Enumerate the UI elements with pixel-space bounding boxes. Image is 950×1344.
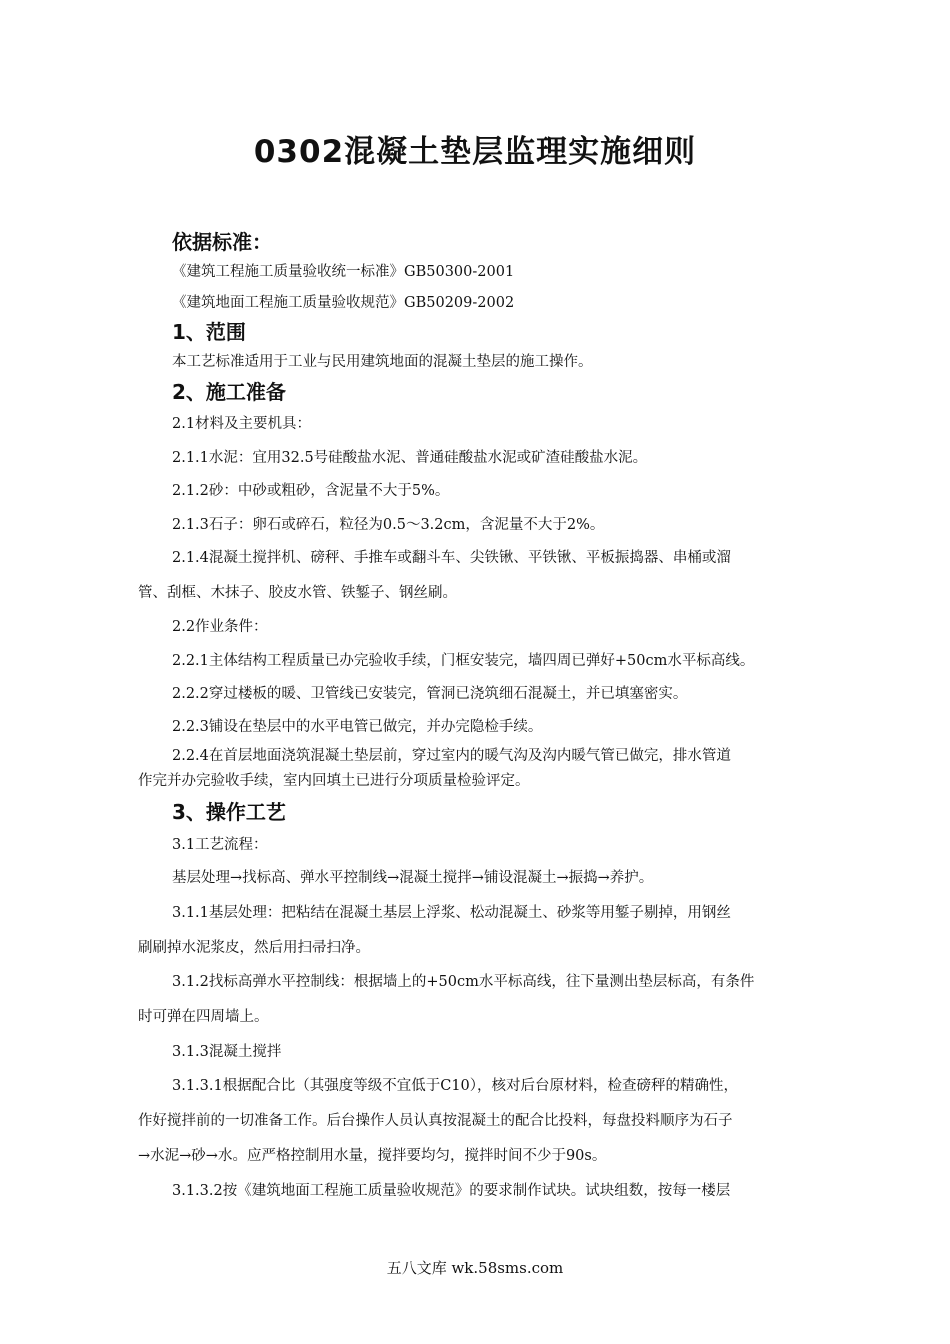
paragraph-line: 时可弹在四周墙上。 <box>138 1009 269 1025</box>
paragraph-line: 3.1.1基层处理：把粘结在混凝土基层上浮浆、松动混凝土、砂浆等用錾子剔掉，用钢丝 <box>172 905 731 921</box>
paragraph-line: 2.1.3石子：卵石或碎石，粒径为0.5～3.2cm，含泥量不大于2%。 <box>172 517 605 533</box>
paragraph-line: 2.2.2穿过楼板的暖、卫管线已安装完，管洞已浇筑细石混凝土，并已填塞密实。 <box>172 686 688 702</box>
paragraph-line: 3.1.3.2按《建筑地面工程施工质量验收规范》的要求制作试块。试块组数，按每一楼层 <box>172 1183 731 1199</box>
page-footer: 五八文库 wk.58sms.com <box>386 1259 564 1277</box>
paragraph-line: 2.2.4在首层地面浇筑混凝土垫层前，穿过室内的暖气沟及沟内暖气管已做完，排水管道 <box>172 748 731 764</box>
section-heading-prep: 2、施工准备 <box>172 380 286 404</box>
basis-item: 《建筑地面工程施工质量验收规范》GB50209-2002 <box>172 295 515 311</box>
paragraph-line: →水泥→砂→水。应严格控制用水量，搅拌要均匀，搅拌时间不少于90s。 <box>138 1148 607 1164</box>
paragraph-line: 2.2作业条件： <box>172 619 268 635</box>
page-title: 0302混凝土垫层监理实施细则 <box>253 134 697 170</box>
paragraph-line: 3.1.2找标高弹水平控制线：根据墙上的+50cm水平标高线，往下量测出垫层标高，有条件 <box>172 974 755 990</box>
paragraph-line: 作完并办完验收手续，室内回填土已进行分项质量检验评定。 <box>138 773 530 789</box>
section-heading-scope: 1、范围 <box>172 320 246 344</box>
paragraph-line: 管、刮框、木抹子、胶皮水管、铁錾子、钢丝刷。 <box>138 585 457 601</box>
paragraph-line: 2.2.3铺设在垫层中的水平电管已做完，并办完隐检手续。 <box>172 719 543 735</box>
scope-text: 本工艺标准适用于工业与民用建筑地面的混凝土垫层的施工操作。 <box>172 354 593 370</box>
section-heading-process: 3、操作工艺 <box>172 800 286 824</box>
paragraph-line: 3.1工艺流程： <box>172 837 268 853</box>
paragraph-line: 2.1.1水泥：宜用32.5号硅酸盐水泥、普通硅酸盐水泥或矿渣硅酸盐水泥。 <box>172 450 648 466</box>
paragraph-line: 2.1.4混凝土搅拌机、磅秤、手推车或翻斗车、尖铁锹、平铁锹、平板振捣器、串桶或溜 <box>172 550 731 566</box>
paragraph-line: 基层处理→找标高、弹水平控制线→混凝土搅拌→铺设混凝土→振捣→养护。 <box>172 870 654 886</box>
paragraph-line: 3.1.3.1根据配合比（其强度等级不宜低于C10），核对后台原材料，检查磅秤的精确性， <box>172 1078 739 1094</box>
paragraph-line: 3.1.3混凝土搅拌 <box>172 1044 282 1060</box>
paragraph-line: 2.2.1主体结构工程质量已办完验收手续，门框安装完，墙四周已弹好+50cm水平标高线。 <box>172 653 755 669</box>
basis-item: 《建筑工程施工质量验收统一标准》GB50300-2001 <box>172 264 515 280</box>
paragraph-line: 2.1.2砂：中砂或粗砂，含泥量不大于5%。 <box>172 483 450 499</box>
paragraph-line: 2.1材料及主要机具： <box>172 416 312 432</box>
paragraph-line: 作好搅拌前的一切准备工作。后台操作人员认真按混凝土的配合比投料，每盘投料顺序为石子 <box>138 1113 733 1129</box>
paragraph-line: 刷刷掉水泥浆皮，然后用扫帚扫净。 <box>138 940 370 956</box>
basis-heading: 依据标准： <box>172 230 272 254</box>
